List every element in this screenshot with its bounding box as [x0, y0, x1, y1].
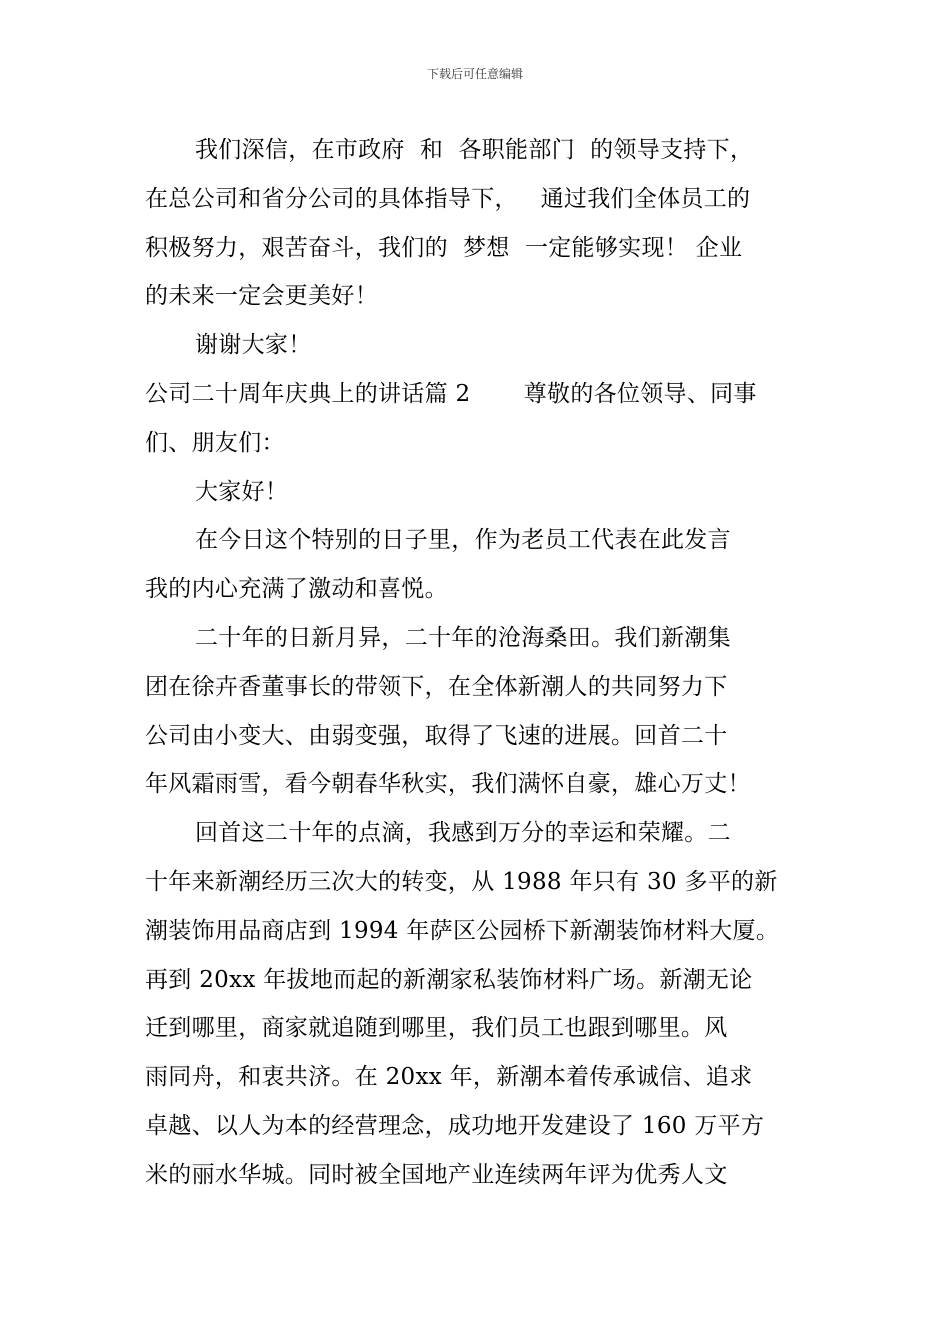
text-line: 大家好！	[195, 478, 289, 505]
text-line: 我们深信，在市政府 和 各职能部门 的领导支持下，	[195, 137, 754, 163]
text-line: 公司二十周年庆典上的讲话篇 2 尊敬的各位领导、同事	[145, 380, 757, 407]
text-line: 在今日这个特别的日子里，作为老员工代表在此发言	[195, 527, 731, 554]
text-line: 年风霜雨雪，看今朝春华秋实，我们满怀自豪，雄心万丈！	[145, 771, 751, 798]
text-line: 再到 20xx 年拔地而起的新潮家私装饰材料广场。新潮无论	[145, 966, 753, 993]
text-line: 潮装饰用品商店到 1994 年萨区公园桥下新潮装饰材料大厦。	[145, 917, 780, 944]
text-line: 公司由小变大、由弱变强，取得了飞速的进展。回首二十	[145, 722, 728, 749]
text-line: 谢谢大家！	[195, 332, 312, 359]
page-header: 下载后可任意编辑	[426, 67, 523, 81]
text-line: 迁到哪里，商家就追随到哪里，我们员工也跟到哪里。风	[145, 1015, 728, 1042]
text-line: 卓越、以人为本的经营理念，成功地开发建设了 160 万平方	[145, 1112, 765, 1139]
text-line: 米的丽水华城。同时被全国地产业连续两年评为优秀人文	[145, 1161, 728, 1188]
document-body	[145, 126, 810, 1200]
text-line: 回首这二十年的点滴，我感到万分的幸运和荣耀。二	[195, 820, 731, 847]
text-line: 二十年的日新月异，二十年的沧海桑田。我们新潮集	[195, 624, 731, 651]
text-line: 我的内心充满了激动和喜悦。	[145, 576, 448, 603]
text-line: 积极努力，艰苦奋斗，我们的 梦想 一定能够实现！ 企业	[145, 234, 743, 261]
text-line: 们、朋友们：	[145, 429, 285, 456]
text-line: 雨同舟，和衷共济。在 20xx 年，新潮本着传承诚信、追求	[145, 1064, 753, 1091]
text-line: 的未来一定会更美好！	[145, 283, 378, 310]
text-line: 十年来新潮经历三次大的转变，从 1988 年只有 30 多平的新	[145, 868, 778, 895]
text-line: 在总公司和省分公司的具体指导下， 通过我们全体员工的	[145, 185, 751, 212]
text-line: 团在徐卉香董事长的带领下，在全体新潮人的共同努力下	[145, 673, 728, 700]
